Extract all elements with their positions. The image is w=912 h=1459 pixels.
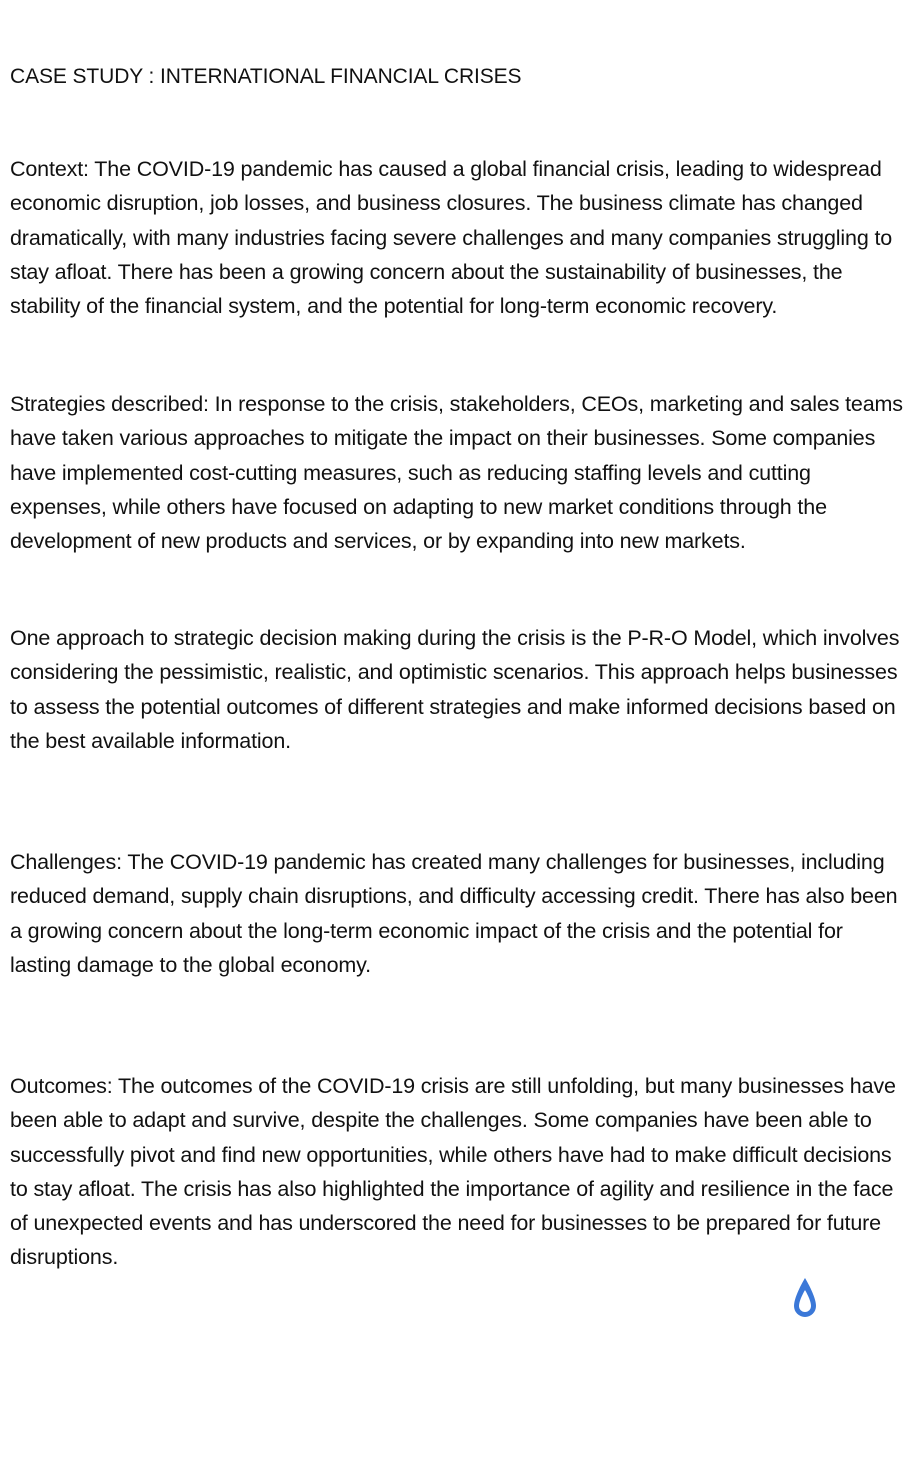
paragraph-pro-model: One approach to strategic decision making during the crisis is the P-R-O Model, which involves considering the pessimistic, realistic, and optimistic scenarios. This approach helps businesses to assess the potential outcomes of different strategies and make informed decisions based on the best available information. [10,626,900,753]
paragraph-challenges: Challenges: The COVID-19 pandemic has created many challenges for businesses, including reduced demand, supply chain disruptions, and difficulty accessing credit. There has also been a growing concern about the long-term economic impact of the crisis and the potential for lasting damage to the global economy. [10,850,898,977]
paragraph-strategies: Strategies described: In response to the crisis, stakeholders, CEOs, marketing and sales teams have taken various approaches to mitigate the impact on their businesses. Some companies have implemented cost-cutting measures, such as reducing staffing levels and cutting expenses, while others have focused on adapting to new market conditions through the development of new products and services, or by expanding into new markets. [10,392,903,554]
paragraph-context: Context: The COVID-19 pandemic has caused a global financial crisis, leading to widespread economic disruption, job losses, and business closures. The business climate has changed dramatically, with many industries facing severe challenges and many companies struggling to stay afloat. There has been a growing concern about the sustainability of businesses, the stability of the financial system, and the potential for long-term economic recovery. [10,157,893,319]
water-drop-icon[interactable] [791,1276,819,1322]
document-title: CASE STUDY : INTERNATIONAL FINANCIAL CRISES [10,65,522,88]
paragraph-outcomes: Outcomes: The outcomes of the COVID-19 crisis are still unfolding, but many businesses have been able to adapt and survive, despite the challenges. Some companies have been able to successfully pivot and find new opportunities, while others have had to make difficult decisions to stay afloat. The crisis has also highlighted the importance of agility and resilience in the face of unexpected events and has underscored the need for businesses to be prepared for future disruptions. [10,1074,896,1270]
document-page [10,62,905,1270]
